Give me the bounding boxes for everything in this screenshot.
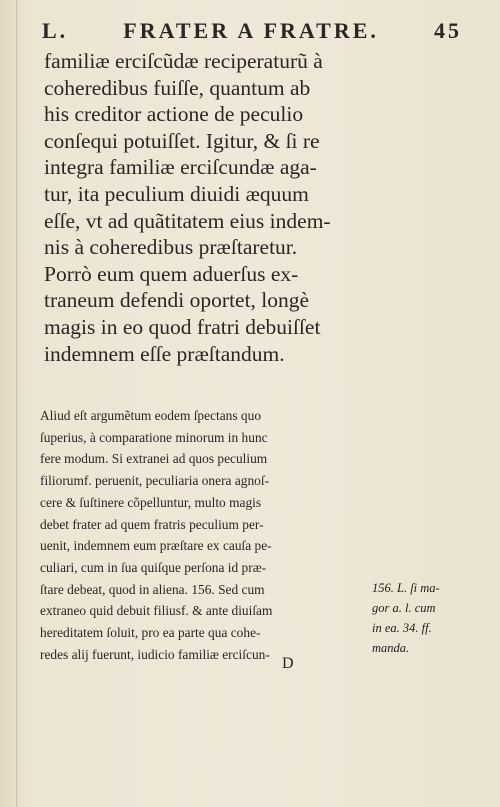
commentary-line: Aliud eſt argumẽtum eodem ſpectans quo <box>40 408 262 423</box>
main-text-block <box>44 48 384 367</box>
commentary-line: fere modum. Si extranei ad quos peculium <box>40 451 268 467</box>
margin-note-line: in ea. 34. ff. <box>372 621 432 635</box>
main-line: his creditor actione de peculio <box>44 102 304 127</box>
main-line: traneum defendi oportet, longè <box>44 288 310 313</box>
margin-note-line: 156. L. ſi ma- <box>372 581 440 595</box>
main-line: nis à coheredibus præſtaretur. <box>44 235 298 260</box>
commentary-line: culiari, cum in ſua quiſque perſona id præ- <box>40 559 267 575</box>
main-line: magis in eo quod fratri debuiſſet <box>44 314 321 339</box>
main-line: conſequi potuiſſet. Igitur, & ſi re <box>44 128 320 153</box>
commentary-line: ſuperius, à comparatione minorum in hunc <box>40 429 268 445</box>
main-line: integra familiæ erciſcundæ aga- <box>44 155 317 180</box>
main-line: eſſe, vt ad quãtitatem eius indem- <box>44 208 331 233</box>
header-left: L. <box>42 18 69 43</box>
header-title: FRATER A FRATRE. <box>123 18 379 43</box>
page-number: 45 <box>434 18 462 43</box>
commentary-line: uenit, indemnem eum præſtare ex cauſa pe- <box>40 538 272 554</box>
main-line: familiæ erciſcũdæ reciperaturũ à <box>44 49 323 73</box>
commentary-line: debet frater ad quem fratris peculium per- <box>40 516 264 532</box>
commentary-line: redes alij fuerunt, iudicio familiæ erciſcun- <box>40 646 270 662</box>
commentary-line: cere & ſuſtinere cõpelluntur, multo magis <box>40 494 262 510</box>
commentary-line: filiorumf. peruenit, peculiaria onera agnoſ- <box>40 473 270 489</box>
commentary-line: hereditatem ſoluit, pro ea parte qua cohe- <box>40 625 261 641</box>
running-header <box>42 18 462 44</box>
signature-mark: D <box>282 655 294 672</box>
commentary-text-block <box>40 405 380 665</box>
main-line: Porrò eum quem aduerſus ex- <box>44 261 299 286</box>
page-gutter <box>16 0 17 807</box>
handwritten-margin-note <box>372 578 492 658</box>
main-line: coheredibus fuiſſe, quantum ab <box>44 75 311 100</box>
main-line: tur, ita peculium diuidi æquum <box>44 181 309 206</box>
commentary-line: extraneo quid debuit filiusf. & ante diuiſam <box>40 603 273 619</box>
commentary-line: ſtare debeat, quod in aliena. 156. Sed cum <box>40 581 265 597</box>
margin-note-line: gor a. l. cum <box>372 601 436 615</box>
margin-note-line: manda. <box>372 641 410 655</box>
main-line: indemnem eſſe præſtandum. <box>44 341 285 366</box>
